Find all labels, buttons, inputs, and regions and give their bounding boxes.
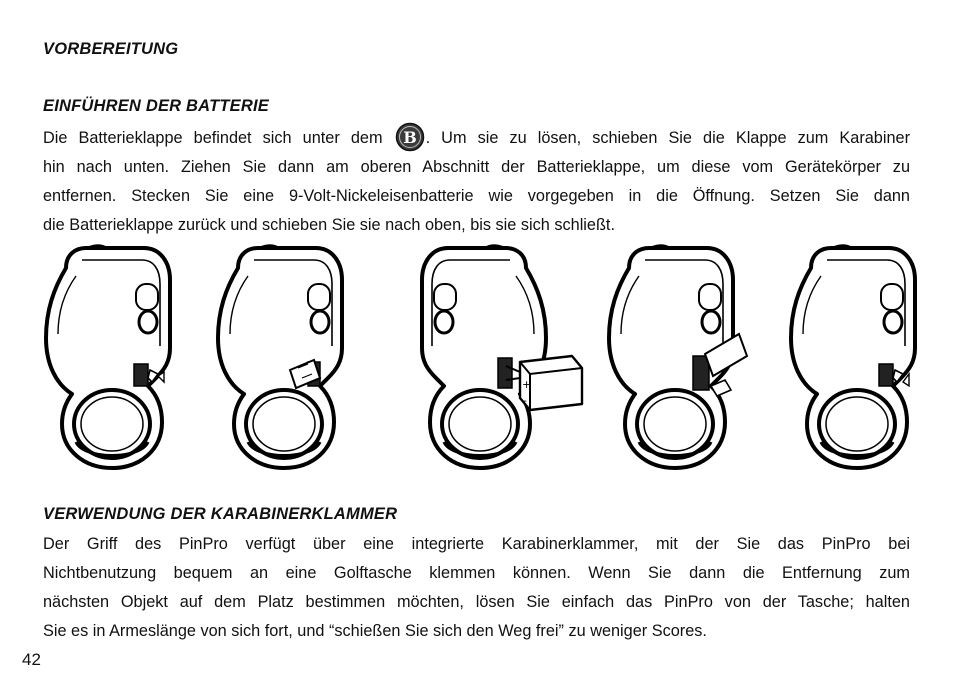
rangefinder-device-drawing xyxy=(208,238,368,470)
battery-line-2: hin nach unten. Ziehen Sie dann am oberen Abschnitt der Batterieklappe, um diese vom Gerätekörper zu xyxy=(43,158,910,176)
battery-installation-illustrations xyxy=(36,238,926,470)
rangefinder-device-drawing xyxy=(396,238,596,470)
illustration-step-2 xyxy=(208,238,368,470)
carabiner-heading: VERWENDUNG DER KARABINERKLAMMER xyxy=(43,505,398,523)
carabiner-line-1: Der Griff des PinPro verfügt über eine integrierte Karabinerklammer, mit der Sie das PinPro bei xyxy=(43,535,910,553)
carabiner-line-4: Sie es in Armeslänge von sich fort, und “schießen Sie sich den Weg frei” zu weniger Scores. xyxy=(43,622,707,640)
bushnell-b-logo-icon xyxy=(395,122,425,152)
rangefinder-device-drawing xyxy=(36,238,196,470)
svg-text:B: B xyxy=(402,128,417,147)
battery-line-1: Die Batterieklappe befindet sich unter dem B . Um sie zu lösen, schieben Sie die Klappe zum Karabiner xyxy=(43,122,910,153)
carabiner-line-3: nächsten Objekt auf dem Platz bestimmen möchten, lösen Sie einfach das PinPro von der Tasche; halten xyxy=(43,593,910,611)
illustration-step-5 xyxy=(781,238,941,470)
battery-plus-mark: + xyxy=(522,378,532,391)
battery-line-4: die Batterieklappe zurück und schieben Sie sie nach oben, bis sie sich schließt. xyxy=(43,216,615,234)
carabiner-paragraph xyxy=(43,530,910,646)
rangefinder-device-drawing xyxy=(781,238,941,470)
battery-minus-mark: - xyxy=(523,394,527,407)
battery-heading: EINFÜHREN DER BATTERIE xyxy=(43,97,269,115)
page-number: 42 xyxy=(22,650,41,669)
rangefinder-device-drawing xyxy=(599,238,759,470)
battery-paragraph xyxy=(43,122,910,240)
illustration-step-4 xyxy=(599,238,759,470)
battery-line-3: entfernen. Stecken Sie eine 9-Volt-Nickeleisenbatterie wie vorgegeben in die Öffnung. Setzen Sie dann xyxy=(43,187,910,205)
section-title: VORBEREITUNG xyxy=(43,40,179,58)
illustration-step-1 xyxy=(36,238,196,470)
illustration-step-3 xyxy=(396,238,596,470)
carabiner-line-2: Nichtbenutzung bequem an eine Golftasche klemmen können. Wenn Sie dann die Entfernung zum xyxy=(43,564,910,582)
